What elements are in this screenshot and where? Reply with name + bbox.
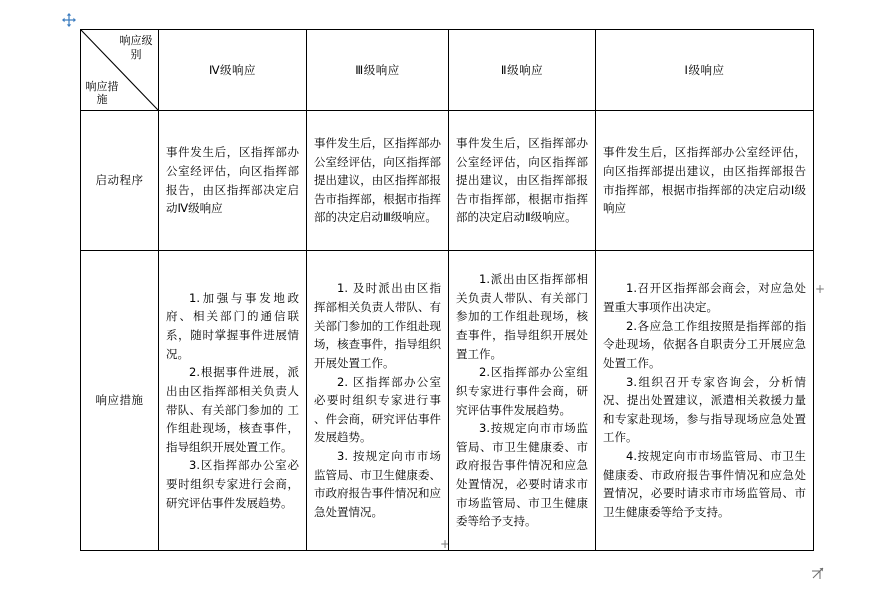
cell-measures-level-1 [596,251,814,551]
measure-item: 2.区指挥部办公室组织专家进行事件会商，研究评估事件发展趋势。 [456,365,588,417]
column-header-level-2: Ⅱ级响应 [449,30,596,111]
measure-item: 1.派出由区指挥部相关负责人带队、有关部门参加的工作组赴现场，核查事件，指导组织开展处置工作。 [456,272,588,361]
resize-corner-icon[interactable] [811,566,825,580]
move-handle-icon[interactable] [62,13,76,27]
cell-startup-level-4: 事件发生后，区指挥部办公室经评估，向区指挥部报告，由区指挥部决定启动Ⅳ级响应 [159,111,307,251]
table-header-row [81,30,814,111]
measure-item: 1.加强与事发地政府、相关部门的通信联系，随时掌握事件进展情况。 [166,290,299,361]
measure-item: 1. 及时派出由区指挥部相关负责人带队、有关部门参加的工作组赴现场，核查事件，指导组织开展处置工作。 [314,281,441,370]
row-label-startup-procedure: 启动程序 [81,111,159,251]
table-row [81,251,814,551]
cell-measures-level-4 [159,251,307,551]
emergency-response-table [80,29,814,551]
measure-item: 3.组织召开专家咨询会，分析情况、提出处置建议，派遣相关救援力量和专家赴现场，参与指导现场应急处置工作。 [603,374,806,445]
table-row-marker-bottom[interactable]: + [439,537,451,551]
measure-item: 2.各应急工作组按照是指挥部的指令赴现场，依据各自职责分工开展应急处置工作。 [603,318,806,370]
column-header-level-1: Ⅰ级响应 [596,30,814,111]
corner-label-level: 响应级别 [119,34,153,61]
measure-item: 4.按规定向市市场监管局、市卫生健康委、市政府报告事件情况和应急处置情况，必要时请求市市场监管局、市卫生健康委等给予支持。 [603,449,806,519]
cell-measures-level-2 [449,251,596,551]
measure-item: 1.召开区指挥部会商会，对应急处置重大事项作出决定。 [603,281,806,315]
column-header-level-4: Ⅳ级响应 [159,30,307,111]
cell-startup-level-2: 事件发生后，区指挥部办公室经评估，向区指挥部提出建议，由区指挥部报告市指挥部，根据市指挥部的决定启动Ⅱ级响应。 [449,111,596,251]
table-column-marker-right[interactable]: + [814,282,826,296]
column-header-level-3: Ⅲ级响应 [307,30,449,111]
cell-startup-level-3: 事件发生后，区指挥部办公室经评估，向区指挥部提出建议，由区指挥部报告市指挥部，根据市指挥部的决定启动Ⅲ级响应。 [307,111,449,251]
measure-item: 3. 按规定向市市场监管局、市卫生健康委、 市政府报告事件情况和应急处置情况。 [314,449,441,519]
table-row [81,111,814,251]
corner-label-measure: 响应措施 [85,79,119,107]
row-label-response-measures: 响应措施 [81,251,159,551]
measure-item: 2.根据事件进展，派出由区指挥部相关负责人带队、有关部门参加的 工作组赴现场，核查事件，指导组织开展处置工作。 [166,365,299,454]
measure-item: 3.按规定向市市场监管局、市卫生健康委、市政府报告事件情况和应急处置情况，必要时请求市市场监管局、市卫生健康委等给予支持。 [456,421,588,529]
table-corner-cell [81,30,159,111]
measure-item: 3.区指挥部办公室必要时组织专家进行会商，研究评估事件发展趋势。 [166,458,299,510]
cell-measures-level-3 [307,251,449,551]
cell-startup-level-1: 事件发生后，区指挥部办公室经评估，向区指挥部提出建议，由区指挥部报告市指挥部，根据市指挥部的决定启动Ⅰ级响应 [596,111,814,251]
measure-item: 2. 区指挥部办公室必要时组织专家进行事 、件会商，研究评估事件发展趋势。 [314,374,441,445]
